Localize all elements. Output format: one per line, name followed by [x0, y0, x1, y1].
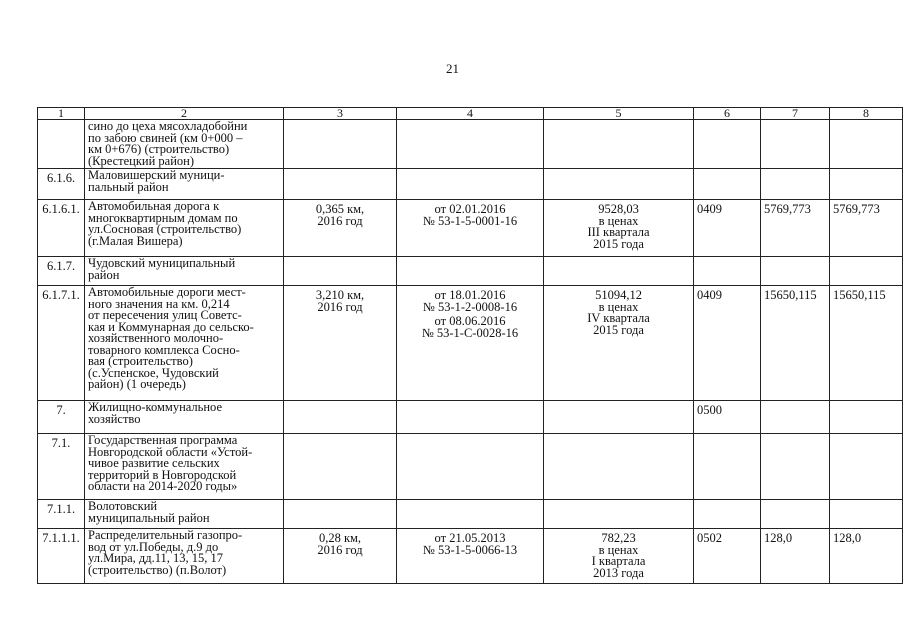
object-name-line: товарного комплекса Сосно- [88, 342, 240, 357]
budget-code-cell: 0409 [694, 200, 761, 257]
amount-cell-8 [830, 401, 903, 434]
object-name-cell [85, 169, 284, 200]
table-row [38, 434, 903, 500]
page-number: 21 [446, 61, 459, 76]
amount-cell-7: 15650,115 [761, 286, 830, 401]
object-name-line: Распределительный газопро- [88, 528, 243, 542]
cost-cell [544, 257, 694, 286]
capacity-cell [284, 434, 397, 500]
table-row [38, 200, 903, 257]
object-name-line: Новгородской области «Устой- [88, 444, 253, 459]
document-line: № 53-1-5-0001-16 [422, 213, 518, 228]
documents-cell [397, 120, 544, 169]
object-name-line: хозяйственного молочно- [88, 331, 224, 345]
object-name-line: по забою свиней (км 0+000 – [88, 130, 243, 145]
documents-cell [397, 286, 544, 401]
table-row [38, 529, 903, 584]
amount-cell-7 [761, 120, 830, 169]
table-row [38, 286, 903, 401]
cost-line: 2015 года [593, 322, 644, 337]
budget-code-cell [694, 120, 761, 169]
object-name-line: вод от ул.Победы, д.9 до [88, 539, 219, 554]
object-name-line: Волотовский [88, 499, 158, 513]
object-name-line: кая и Коммунарная до сельско- [88, 319, 254, 334]
object-name-cell [85, 120, 284, 169]
capacity-line: 2016 год [317, 299, 363, 314]
object-name-line: (Крестецкий район) [88, 153, 195, 168]
object-name-line: территорий в Новгородской [88, 467, 237, 482]
object-name-line: (с.Успенское, Чудовский [88, 365, 219, 380]
object-name-cell [85, 500, 284, 529]
object-name-line: пальный район [88, 179, 169, 194]
object-name-line: (строительство) (п.Волот) [88, 562, 227, 577]
cost-line: I квартала [591, 554, 646, 568]
cost-cell [544, 120, 694, 169]
header-cell-7: 7 [761, 108, 830, 120]
amount-cell-8 [830, 434, 903, 500]
object-name-line: км 0+676) (строительство) [88, 142, 230, 156]
budget-code-cell: 0409 [694, 286, 761, 401]
object-name-cell [85, 257, 284, 286]
document-line: № 53-1-С-0028-16 [421, 325, 519, 340]
capacity-cell [284, 169, 397, 200]
capacity-line: 3,210 км, [315, 288, 365, 302]
header-cell-3: 3 [284, 108, 397, 120]
documents-cell [397, 257, 544, 286]
budget-code-cell: 0502 [694, 529, 761, 584]
object-name-line: (г.Малая Вишера) [88, 233, 183, 248]
cost-cell [544, 434, 694, 500]
capacity-cell [284, 200, 397, 257]
cost-line: 51094,12 [595, 288, 642, 302]
object-name-cell [85, 200, 284, 257]
item-number-cell: 7.1.1. [38, 500, 85, 529]
object-name-line: Чудовский муниципальный [88, 256, 236, 270]
header-row [38, 108, 903, 120]
budget-code-cell [694, 169, 761, 200]
header-cell-6: 6 [694, 108, 761, 120]
capacity-line: 0,365 км, [315, 202, 365, 216]
object-name-line: район [88, 267, 120, 282]
cost-line: IV квартала [587, 311, 650, 325]
object-name-line: от пересечения улиц Советс- [88, 308, 242, 322]
item-number-cell: 6.1.6.1. [38, 200, 85, 257]
object-name-line: Государственная программа [88, 433, 238, 447]
object-name-cell [85, 529, 284, 584]
object-name-line: Жилищно-коммунальное [88, 400, 222, 414]
item-number-cell: 7.1. [38, 434, 85, 500]
table-row [38, 401, 903, 434]
object-name-line: чивое развитие сельских [88, 456, 220, 470]
item-number-cell: 7. [38, 401, 85, 434]
budget-code-cell [694, 257, 761, 286]
item-number-cell: 6.1.7. [38, 257, 85, 286]
document-line: № 53-1-5-0066-13 [422, 542, 518, 557]
document-line: от 18.01.2016 [434, 288, 506, 302]
document-line: от 21.05.2013 [434, 531, 506, 545]
item-number-cell: 6.1.7.1. [38, 286, 85, 401]
table-row [38, 120, 903, 169]
object-name-line: хозяйство [88, 411, 141, 426]
object-name-line: области на 2014-2020 годы» [88, 479, 238, 493]
cost-line: в ценах [598, 299, 639, 314]
documents-cell [397, 434, 544, 500]
cost-cell [544, 500, 694, 529]
amount-cell-7 [761, 500, 830, 529]
object-name-line: сино до цеха мясохладобойни [88, 119, 248, 133]
object-name-line: Автомобильная дорога к [88, 199, 220, 213]
cost-line: III квартала [587, 225, 650, 239]
amount-cell-7 [761, 434, 830, 500]
object-name-line: ул.Сосновая (строительство) [88, 222, 242, 236]
document-line: от 08.06.2016 [434, 314, 506, 328]
document-line: № 53-1-2-0008-16 [422, 299, 518, 314]
cost-line: в ценах [598, 213, 639, 228]
table-body [38, 108, 903, 584]
table-row [38, 169, 903, 200]
amount-cell-7 [761, 401, 830, 434]
object-name-line: вая (строительство) [88, 354, 193, 368]
item-number-cell: 6.1.6. [38, 169, 85, 200]
amount-cell-8 [830, 169, 903, 200]
table-row [38, 500, 903, 529]
documents-cell [397, 200, 544, 257]
object-name-cell [85, 286, 284, 401]
cost-cell [544, 401, 694, 434]
budget-code-cell [694, 500, 761, 529]
cost-line: 2013 года [593, 565, 644, 580]
object-name-line: многоквартирным домам по [88, 210, 238, 225]
header-cell-4: 4 [397, 108, 544, 120]
documents-cell [397, 169, 544, 200]
item-number-cell: 7.1.1.1. [38, 529, 85, 584]
cost-cell [544, 529, 694, 584]
amount-cell-7: 5769,773 [761, 200, 830, 257]
amount-cell-7 [761, 169, 830, 200]
header-cell-2: 2 [85, 108, 284, 120]
budget-table [37, 107, 903, 584]
object-name-line: ул.Мира, дд.11, 13, 15, 17 [88, 551, 224, 565]
capacity-line: 2016 год [317, 213, 363, 228]
capacity-cell [284, 529, 397, 584]
object-name-line: ного значения на км. 0,214 [88, 296, 230, 311]
object-name-line: Маловишерский муници- [88, 168, 225, 182]
capacity-cell [284, 500, 397, 529]
object-name-line: Автомобильные дороги мест- [88, 285, 246, 299]
object-name-cell [85, 434, 284, 500]
document-line: от 02.01.2016 [434, 202, 506, 216]
budget-code-cell [694, 434, 761, 500]
capacity-line: 0,28 км, [318, 531, 362, 545]
item-number-cell [38, 120, 85, 169]
amount-cell-7 [761, 257, 830, 286]
cost-line: 9528,03 [598, 202, 639, 216]
capacity-line: 2016 год [317, 542, 363, 557]
cost-line: 782,23 [601, 531, 636, 545]
cost-cell [544, 169, 694, 200]
object-name-cell [85, 401, 284, 434]
header-cell-8: 8 [830, 108, 903, 120]
header-cell-5: 5 [544, 108, 694, 120]
table-row [38, 257, 903, 286]
amount-cell-8: 15650,115 [830, 286, 903, 401]
cost-cell [544, 200, 694, 257]
capacity-cell [284, 257, 397, 286]
documents-cell [397, 500, 544, 529]
capacity-cell [284, 401, 397, 434]
cost-line: 2015 года [593, 236, 644, 251]
capacity-cell [284, 120, 397, 169]
amount-cell-7: 128,0 [761, 529, 830, 584]
amount-cell-8 [830, 500, 903, 529]
amount-cell-8: 128,0 [830, 529, 903, 584]
budget-code-cell: 0500 [694, 401, 761, 434]
documents-cell [397, 401, 544, 434]
documents-cell [397, 529, 544, 584]
amount-cell-8 [830, 257, 903, 286]
amount-cell-8 [830, 120, 903, 169]
header-cell-1: 1 [38, 108, 85, 120]
cost-line: в ценах [598, 542, 639, 557]
object-name-line: район) (1 очередь) [88, 377, 186, 391]
amount-cell-8: 5769,773 [830, 200, 903, 257]
capacity-cell [284, 286, 397, 401]
object-name-line: муниципальный район [88, 510, 210, 525]
cost-cell [544, 286, 694, 401]
